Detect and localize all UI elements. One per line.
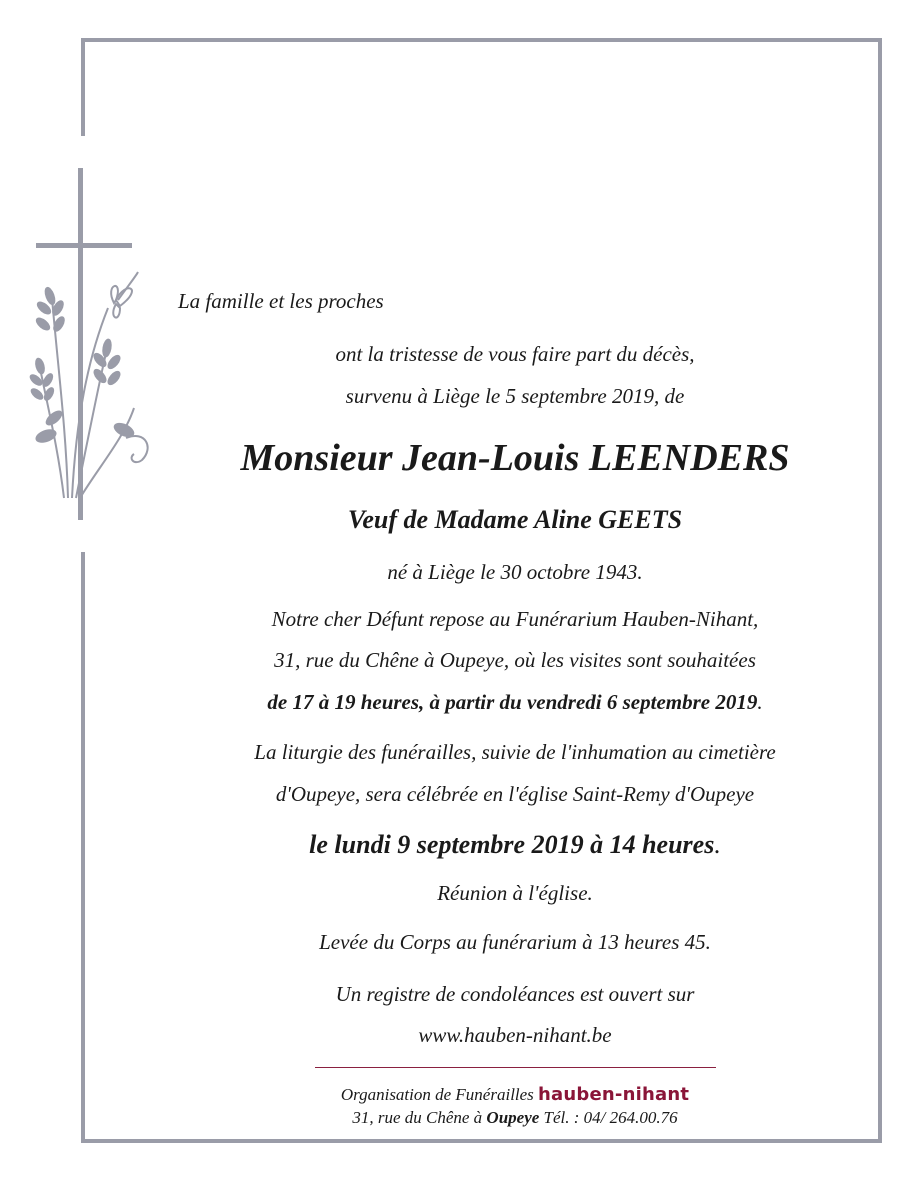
footer-divider: [315, 1067, 716, 1068]
register-line: Un registre de condoléances est ouvert sur: [335, 982, 695, 1006]
footer-org-line: [150, 1084, 880, 1105]
rest-line-2: 31, rue du Chêne à Oupeye, où les visites sont souhaitées: [274, 648, 756, 672]
emblem: [28, 168, 158, 524]
levee-line: Levée du Corps au funérarium à 13 heures 45.: [319, 930, 711, 954]
website-link[interactable]: www.hauben-nihant.be: [418, 1023, 612, 1047]
liturgy-line-2: d'Oupeye, sera célébrée en l'église Saint-Remy d'Oupeye: [275, 782, 755, 806]
footer-address-line: [150, 1108, 880, 1128]
org-label: Organisation de Funérailles: [340, 1085, 534, 1104]
frame-top-border: [81, 38, 881, 42]
visits-bold: de 17 à 19 heures, à partir du vendredi 6 septembre 2019: [267, 690, 758, 714]
funeral-date-line: [150, 830, 880, 860]
liturgy-line-1: La liturgie des funérailles, suivie de l'inhumation au cimetière: [254, 740, 776, 764]
frame-bottom-border: [81, 1139, 882, 1143]
funeral-date-end: .: [714, 830, 721, 859]
butterfly-icon: [111, 272, 138, 318]
rest-line-1: Notre cher Défunt repose au Funérarium Hauben-Nihant,: [271, 607, 759, 631]
funeral-date-bold: le lundi 9 septembre 2019 à 14 heures: [309, 830, 715, 859]
birth-line: né à Liège le 30 octobre 1943.: [387, 560, 643, 584]
address-town: Oupeye: [486, 1108, 540, 1127]
frame-right-border: [878, 38, 882, 1143]
frame-left-border-lower: [81, 552, 85, 1143]
widow-of: Veuf de Madame Aline GEETS: [347, 505, 683, 534]
intro-line-2: survenu à Liège le 5 septembre 2019, de: [345, 384, 685, 408]
address-prefix: 31, rue du Chêne à: [352, 1108, 483, 1127]
intro-line-1: ont la tristesse de vous faire part du décès,: [335, 342, 695, 366]
brand-logo: hauben-nihant: [538, 1084, 690, 1105]
meeting-line: Réunion à l'église.: [437, 881, 593, 905]
visits-line: [150, 690, 880, 715]
cross-icon: [36, 168, 132, 520]
deceased-name: Monsieur Jean-Louis LEENDERS: [240, 437, 790, 479]
visits-end: .: [757, 690, 763, 714]
family-line: La famille et les proches: [178, 289, 384, 313]
phone: Tél. : 04/ 264.00.76: [543, 1108, 678, 1127]
frame-left-border-upper: [81, 38, 85, 136]
